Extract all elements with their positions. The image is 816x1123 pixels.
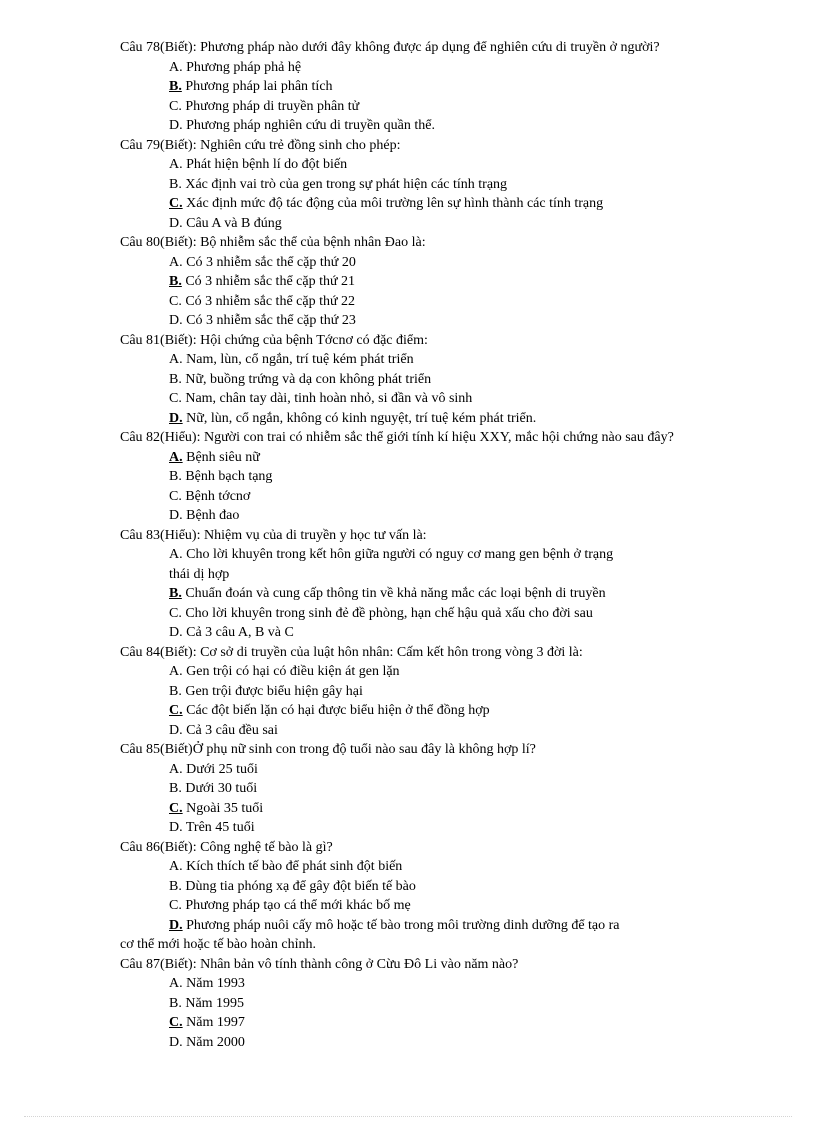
question: [120, 526, 700, 643]
option-text: Nữ, buồng trứng và dạ con không phát triển: [185, 371, 432, 387]
option-text: Năm 1997: [186, 1015, 245, 1030]
answer-option: [169, 779, 700, 799]
answer-option: [169, 116, 700, 136]
question-text: Câu 87(Biết): Nhân bản vô tính thành công ở Cừu Đô Li vào năm nào?: [120, 956, 519, 972]
option-letter: D.: [169, 722, 183, 738]
answer-option: [169, 604, 700, 624]
option-text: Chuẩn đoán và cung cấp thông tin về khả năng mắc các loại bệnh di truyền: [185, 586, 606, 601]
question-list: [120, 38, 700, 1052]
option-letter: B.: [169, 878, 182, 894]
answer-option: [169, 389, 700, 409]
answer-option: [169, 877, 700, 897]
question: [120, 331, 700, 429]
answer-option: [169, 760, 700, 780]
option-text: Phương pháp lai phân tích: [185, 79, 333, 94]
answer-option: [169, 350, 700, 370]
option-letter: A.: [169, 157, 183, 172]
answer-option-correct: [169, 584, 700, 604]
option-text: Cho lời khuyên trong kết hôn giữa người có nguy cơ mang gen bệnh ở trạng: [186, 547, 614, 562]
option-letter: A.: [169, 59, 183, 75]
answer-option: [169, 311, 700, 331]
option-text: Câu A và B đúng: [186, 215, 282, 231]
question-text: Câu 84(Biết): Cơ sở di truyền của luật hôn nhân: Cấm kết hôn trong vòng 3 đời là:: [120, 644, 583, 660]
answer-option: [169, 662, 700, 682]
answer-option-correct: [169, 701, 700, 721]
option-letter: D.: [169, 508, 183, 523]
option-letter: D.: [169, 313, 183, 328]
answer-option-correct: [169, 448, 700, 468]
option-text: Xác định vai trò của gen trong sự phát hiện các tính trạng: [185, 176, 508, 192]
option-text: Phát hiện bệnh lí do đột biến: [186, 157, 348, 172]
question-text: Câu 78(Biết): Phương pháp nào dưới đây không được áp dụng để nghiên cứu di truyền ở người?: [120, 40, 660, 55]
answer-option: [169, 623, 700, 643]
option-letter: B.: [169, 469, 182, 484]
question: [120, 643, 700, 741]
option-letter: B.: [169, 176, 182, 192]
option-letter: C.: [169, 391, 182, 406]
option-text-continuation: cơ thể mới hoặc tế bào hoàn chỉnh.: [120, 937, 316, 952]
answer-option-correct: [169, 409, 700, 429]
question-text: Câu 86(Biết): Công nghệ tế bào là gì?: [120, 839, 333, 855]
option-text: Phương pháp nghiên cứu di truyền quần thể.: [186, 118, 435, 133]
answer-option: [169, 292, 700, 312]
question-text: Câu 83(Hiểu): Nhiệm vụ của di truyền y học tư vấn là:: [120, 527, 427, 543]
option-text: Nữ, lùn, cổ ngắn, không có kinh nguyệt, trí tuệ kém phát triển.: [186, 410, 537, 426]
answer-option: [169, 818, 700, 838]
answer-option: [169, 58, 700, 78]
option-text: Ngoài 35 tuổi: [186, 800, 264, 816]
option-text: Có 3 nhiễm sắc thể cặp thứ 21: [185, 274, 356, 289]
answer-option: [169, 370, 700, 390]
answer-option-correct: [169, 77, 700, 97]
option-letter: D.: [169, 215, 183, 231]
option-letter: A.: [169, 352, 183, 367]
question-text: Câu 79(Biết): Nghiên cứu trẻ đồng sinh cho phép:: [120, 137, 401, 153]
option-text: Cho lời khuyên trong sinh đẻ đề phòng, hạn chế hậu quả xấu cho đời sau: [185, 605, 593, 621]
option-letter: C.: [169, 98, 182, 114]
answer-option: [169, 487, 700, 507]
option-letter: C.: [169, 293, 182, 309]
answer-option: [169, 896, 700, 916]
option-text: Bệnh tớcnơ: [185, 488, 251, 504]
option-text: Bệnh siêu nữ: [186, 449, 260, 465]
option-text: Bệnh đao: [186, 508, 240, 523]
option-letter: D.: [169, 917, 183, 933]
option-letter: A.: [169, 547, 183, 562]
question: [120, 955, 700, 1053]
option-text: Phương pháp nuôi cấy mô hoặc tế bào trong môi trường dinh dưỡng để tạo ra: [186, 917, 620, 933]
option-text: Trên 45 tuổi: [185, 820, 255, 835]
option-letter: A.: [169, 761, 183, 777]
option-letter: B.: [169, 683, 182, 699]
option-letter: A.: [169, 449, 183, 465]
answer-option: [169, 506, 700, 526]
option-text: Dưới 30 tuổi: [185, 781, 258, 796]
answer-option: [169, 253, 700, 273]
question: [120, 838, 700, 955]
option-text: Có 3 nhiễm sắc thể cặp thứ 20: [186, 254, 356, 270]
option-text: Năm 1993: [186, 976, 245, 991]
option-text: Có 3 nhiễm sắc thể cặp thứ 22: [185, 293, 356, 309]
option-text: Năm 2000: [186, 1034, 245, 1050]
answer-option: [169, 682, 700, 702]
question: [120, 38, 700, 136]
option-text: Dùng tia phóng xạ để gây đột biến tế bào: [185, 878, 416, 894]
option-text: Dưới 25 tuổi: [186, 761, 258, 777]
option-text: Cả 3 câu A, B và C: [186, 625, 294, 640]
answer-option-correct: [169, 799, 700, 819]
answer-option-correct: [120, 916, 700, 955]
option-text: Nam, chân tay dài, tinh hoàn nhỏ, si đần và vô sinh: [185, 391, 473, 406]
answer-option: [169, 1033, 700, 1053]
answer-option: [169, 155, 700, 175]
option-letter: A.: [169, 254, 183, 270]
option-letter: C.: [169, 605, 182, 621]
option-letter: C.: [169, 800, 183, 816]
option-letter: C.: [169, 196, 183, 211]
question-text: Câu 81(Biết): Hội chứng của bệnh Tớcnơ có đặc điểm:: [120, 332, 428, 348]
option-letter: C.: [169, 898, 182, 913]
option-letter: D.: [169, 820, 183, 835]
question: [120, 233, 700, 331]
option-text: Có 3 nhiễm sắc thể cặp thứ 23: [186, 313, 356, 328]
answer-option: [169, 545, 700, 584]
option-text: Gen trội có hại có điều kiện át gen lặn: [186, 664, 400, 679]
answer-option: [169, 994, 700, 1014]
answer-option: [169, 214, 700, 234]
answer-option-correct: [169, 194, 700, 214]
answer-option: [169, 857, 700, 877]
option-text: Phương pháp di truyền phân tử: [185, 98, 360, 114]
answer-option: [169, 175, 700, 195]
answer-option-correct: [169, 272, 700, 292]
option-letter: B.: [169, 274, 182, 289]
option-letter: B.: [169, 781, 182, 796]
option-text: Xác định mức độ tác động của môi trường lên sự hình thành các tính trạng: [186, 196, 604, 211]
option-letter: B.: [169, 586, 182, 601]
option-letter: D.: [169, 118, 183, 133]
option-letter: B.: [169, 79, 182, 94]
option-text: Gen trội được biểu hiện gây hại: [185, 683, 363, 699]
answer-option: [169, 467, 700, 487]
option-letter: A.: [169, 859, 183, 874]
question: [120, 136, 700, 234]
option-letter: D.: [169, 410, 183, 426]
option-text: Phương pháp phả hệ: [186, 59, 302, 75]
option-text: Phương pháp tạo cá thể mới khác bố mẹ: [185, 898, 411, 913]
question-text: Câu 80(Biết): Bộ nhiễm sắc thể của bệnh nhân Đao là:: [120, 235, 426, 250]
answer-option: [169, 97, 700, 117]
option-text: Các đột biến lặn có hại được biểu hiện ở thể đồng hợp: [186, 703, 490, 718]
option-text: Kích thích tế bào để phát sinh đột biến: [186, 859, 403, 874]
question-text: Câu 82(Hiểu): Người con trai có nhiễm sắc thể giới tính kí hiệu XXY, mắc hội chứng nào sau đây?: [120, 430, 674, 445]
option-letter: A.: [169, 976, 183, 991]
option-letter: A.: [169, 664, 183, 679]
option-letter: D.: [169, 625, 183, 640]
option-text: Cả 3 câu đều sai: [186, 722, 278, 738]
option-letter: B.: [169, 995, 182, 1011]
option-text: Bệnh bạch tạng: [185, 469, 273, 484]
option-letter: D.: [169, 1034, 183, 1050]
answer-option-correct: [169, 1013, 700, 1033]
option-text: Năm 1995: [185, 995, 245, 1011]
question: [120, 428, 700, 526]
option-letter: C.: [169, 488, 182, 504]
answer-option: [169, 721, 700, 741]
question-text: Câu 85(Biết)Ở phụ nữ sinh con trong độ tuổi nào sau đây là không hợp lí?: [120, 742, 536, 757]
option-letter: C.: [169, 1015, 183, 1030]
answer-option: [169, 974, 700, 994]
question: [120, 740, 700, 838]
option-text-continuation: thái dị hợp: [169, 566, 230, 582]
option-letter: C.: [169, 703, 183, 718]
option-letter: B.: [169, 371, 182, 387]
option-text: Nam, lùn, cổ ngắn, trí tuệ kém phát triển: [186, 352, 414, 367]
page-bottom-divider: [24, 1116, 792, 1117]
